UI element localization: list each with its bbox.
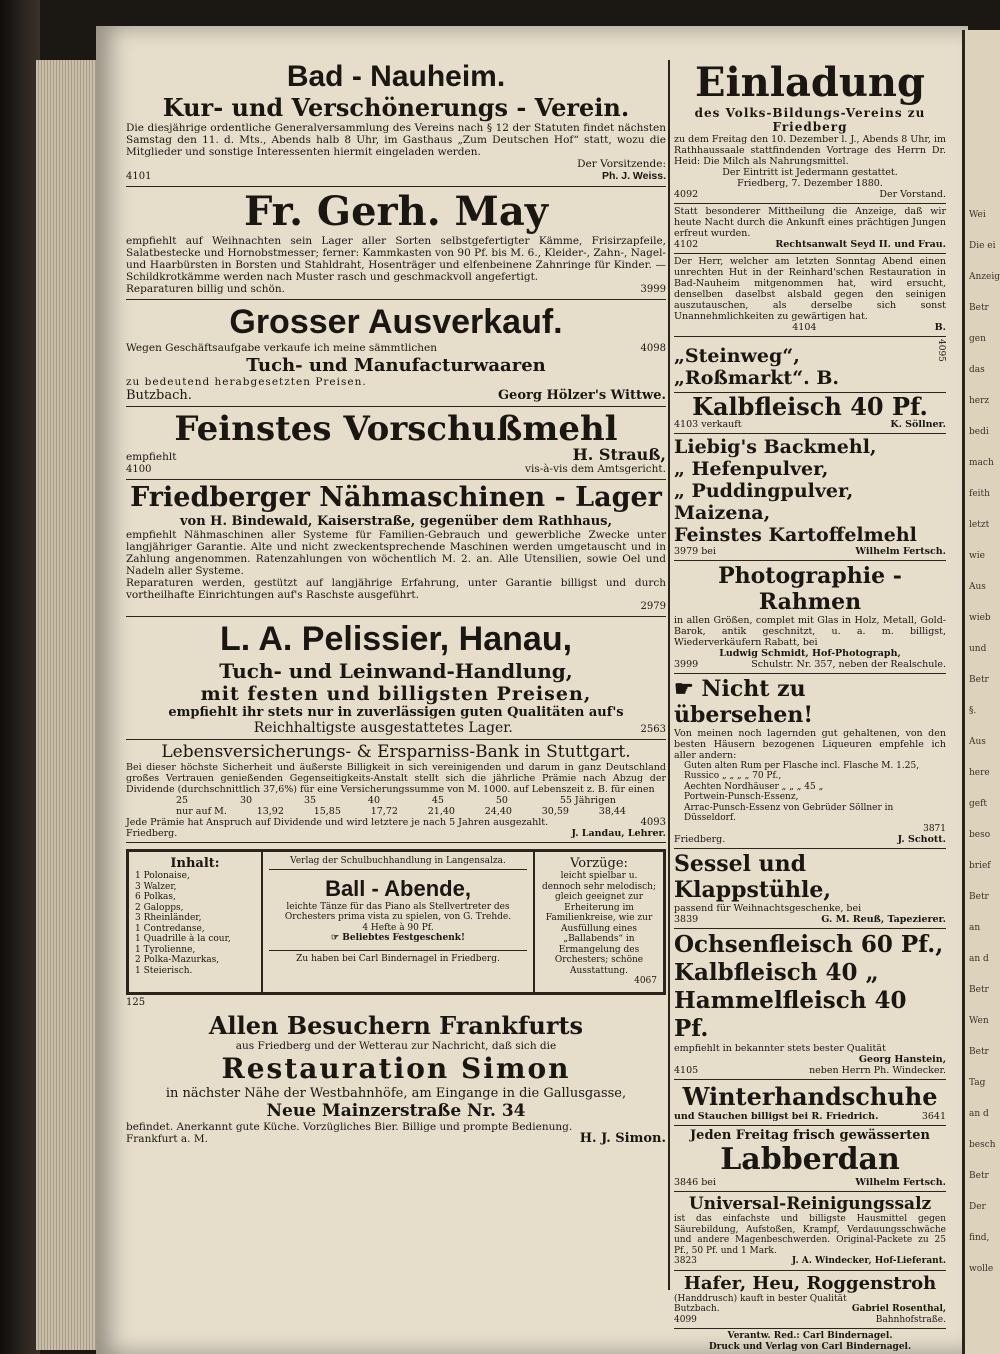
ad-number: 4103 bbox=[674, 418, 699, 430]
ad-title: Photographie - Rahmen bbox=[718, 562, 902, 615]
ad-einladung bbox=[674, 58, 946, 204]
ad-text: in allen Größen, complet mit Glas in Holz, Metall, Gold-Barok, antik geschnitzt, u. a. m. billigst, Wiederverkäufern Rabatt, bei bbox=[674, 614, 946, 648]
ad-line: mit festen und billigsten Preisen, bbox=[200, 683, 592, 705]
facing-page-word: Tag bbox=[969, 1078, 986, 1088]
ad-number: 4101 bbox=[126, 171, 152, 182]
ad-may bbox=[126, 187, 666, 300]
ad-hafer bbox=[674, 1271, 946, 1330]
facing-page-word: Aus bbox=[969, 582, 986, 592]
ad-line: Jeden Freitag frisch gewässerten bbox=[690, 1128, 930, 1144]
ad-mark: B. bbox=[934, 322, 946, 333]
ad-place: Butzbach. bbox=[674, 1304, 720, 1315]
facing-page-word: mach bbox=[969, 458, 994, 468]
premium-cell: 17,72 bbox=[370, 806, 398, 817]
ad-number: 3871 bbox=[923, 823, 946, 834]
ad-addr: neben Herrn Ph. Windecker. bbox=[809, 1065, 946, 1077]
ad-addr: Bahnhofstraße. bbox=[875, 1314, 946, 1325]
ad-number: 4099 bbox=[674, 1314, 697, 1325]
ad-text: empfiehlt auf Weihnachten sein Lager aller Sorten selbstgefertigter Kämme, Frisirzapfeile, Salatbestecke und Hornobstmesser; ferner: Kammkasten von 90 Pf. bis M. 6., Kleider-, Zahn-, Nagel- und Haarbürsten in Borsten und Stahldraht, Hosenträger und elfenbeinene Zahnringe für Kinder. — Schildkrotkämme werden nach Muster rasch und geschmackvoll angefertigt. bbox=[126, 235, 666, 283]
ad-subtitle: von H. Bindewald, Kaiserstraße, gegenüber dem Rathhaus, bbox=[179, 514, 613, 529]
ad-name: Restauration Simon bbox=[221, 1052, 571, 1085]
ad-signer: H. J. Simon. bbox=[579, 1131, 666, 1146]
ad-name: Georg Hanstein, bbox=[858, 1054, 946, 1066]
ad-place: Butzbach. bbox=[126, 388, 192, 403]
ad-number: 4092 bbox=[674, 189, 699, 200]
price-line: Ochsenfleisch 60 Pf., bbox=[674, 931, 944, 959]
facing-page-word: Betr bbox=[969, 1047, 989, 1057]
ad-reinigungssalz bbox=[674, 1192, 946, 1271]
ad-date: Friedberg, 7. Dezember 1880. bbox=[737, 178, 883, 189]
ad-simon bbox=[126, 1010, 666, 1148]
premium-cell: 30,59 bbox=[541, 806, 569, 817]
facing-page-word: das bbox=[969, 365, 985, 375]
ad-name: Gabriel Rosenthal, bbox=[851, 1304, 946, 1315]
ad-title: Sessel und Klappstühle, bbox=[674, 851, 832, 904]
ad-line: aus Friedberg und der Wetterau zur Nachricht, daß sich die bbox=[235, 1040, 557, 1052]
ad-left: bei bbox=[701, 1177, 716, 1189]
ad-signer: Wilhelm Fertsch. bbox=[855, 1177, 946, 1189]
ad-bank bbox=[126, 740, 666, 843]
pointing-hand-icon: ☞ bbox=[331, 933, 343, 943]
ad-number: 3839 bbox=[674, 914, 699, 926]
ad-winterhandschuhe bbox=[674, 1080, 946, 1126]
ad-nicht-uebersehen bbox=[674, 674, 946, 850]
facing-page-word: Die ei bbox=[969, 241, 996, 251]
ad-text: Der Herr, welcher am letzten Sonntag Abend einen unrechten Hut in der Reinhard'schen Restauration in Bad-Nauheim mitgenommen hat, wird ersucht, denselben daselbst alsbald gegen den seinigen auszutauschen, als derselbe sich sonst Unannehmlichkeiten zu gewärtigen hat. bbox=[674, 256, 946, 322]
ad-left: empfiehlt bbox=[126, 451, 177, 463]
ad-title: Allen Besuchern Frankfurts bbox=[208, 1011, 584, 1040]
ad-signer: Ph. J. Weiss. bbox=[602, 170, 666, 182]
inhalt-title: Inhalt: bbox=[170, 856, 220, 871]
ad-desc: leichte Tänze für das Piano als Stellvertreter des Orchesters prima vista zu spielen, von G. Trehde. bbox=[284, 901, 512, 922]
ad-text: Statt besonderer Mittheilung die Anzeige, daß wir heute Nacht durch die Ankunft eines prächtigen Jungen erfreut wurden. bbox=[674, 206, 946, 239]
product-item: „ Hefenpulver, bbox=[674, 457, 829, 480]
inhalt-item: 1 Steierisch. bbox=[135, 965, 193, 976]
ad-addr: Schulstr. Nr. 357, neben der Realschule. bbox=[751, 658, 946, 670]
premium-row bbox=[126, 806, 666, 817]
facing-page-word: Wen bbox=[969, 1016, 989, 1026]
ad-title: Lebensversicherungs- & Ersparniss-Bank in Stuttgart. bbox=[161, 742, 631, 762]
product-item: Liebig's Backmehl, bbox=[674, 435, 877, 458]
facing-page-word: wolle bbox=[969, 1264, 994, 1274]
ad-title: Feinstes Vorschußmehl bbox=[174, 409, 618, 449]
ad-text: empfiehlt in bekannter stets bester Qualität bbox=[674, 1043, 886, 1055]
liqueur-list bbox=[674, 761, 946, 824]
ad-number: 3846 bbox=[674, 1177, 699, 1189]
age-row bbox=[126, 795, 666, 806]
product-item: Feinstes Kartoffelmehl bbox=[674, 523, 917, 546]
facing-page-word: brief bbox=[969, 861, 991, 871]
ad-steinweg bbox=[674, 337, 946, 393]
ad-line: Tuch- und Manufacturwaaren bbox=[246, 355, 546, 376]
ad-text: ist das einfachste und billigste Hausmittel gegen Säurebildung, Aufstoßen, Krampf, Verdauungsschwäche und andere Magenbeschwerden. Original-Packete zu 25 Pf., 50 Pf. und 1 Mark. bbox=[674, 1214, 946, 1256]
ad-number: 4105 bbox=[674, 1065, 699, 1077]
ad-avail: Zu haben bei Carl Bindernagel in Friedberg. bbox=[269, 950, 527, 965]
ad-number: 4102 bbox=[674, 239, 699, 250]
facing-page-word: letzt bbox=[969, 520, 990, 530]
ad-subtitle: Kur- und Verschönerungs - Verein. bbox=[162, 93, 630, 122]
ad-text-2: Reparaturen werden, gestützt auf langjährige Erfahrung, unter Garantie billigst und durch vortheilhafte Einrichtungen auf's Raschste ausgeführt. bbox=[126, 577, 666, 601]
age-cell: 40 bbox=[367, 795, 380, 806]
ad-number: 3999 bbox=[640, 284, 666, 295]
inhalt-item: 2 Galopps, bbox=[135, 902, 184, 913]
imprint-editor: Verantw. Red.: Carl Bindernagel. bbox=[727, 1331, 893, 1342]
liqueur-item: Russico „ „ „ „ 70 Pf., bbox=[684, 771, 782, 782]
ad-place: Friedberg. bbox=[126, 828, 178, 839]
product-list bbox=[674, 436, 946, 546]
ad-title: Nicht zu übersehen! bbox=[674, 675, 813, 728]
price-list bbox=[674, 931, 946, 1043]
ad-text: Bei dieser höchste Sicherheit und äußerste Billigkeit in sich vereinigenden und darum in ganz Deutschland großes Vertrauen genießenden Gegenseitigkeits-Anstalt stellt sich die jährliche Prämie nach Abzug der Dividende (durchschnittlich 37,6%) für eine Versicherungssumme von M. 1000. auf Lebenszeit z. B. für einen bbox=[126, 762, 666, 795]
facing-page-word: here bbox=[969, 768, 990, 778]
ad-fleisch bbox=[674, 929, 946, 1080]
premium-cell: 15,85 bbox=[313, 806, 341, 817]
premium-prefix: nur auf M. bbox=[176, 806, 227, 817]
ad-left: verkauft bbox=[701, 418, 742, 430]
ad-signer: Rechtsanwalt Seyd II. und Frau. bbox=[775, 239, 946, 250]
ad-title: Winterhandschuhe bbox=[682, 1082, 938, 1112]
ad-text: empfiehlt Nähmaschinen aller Systeme für Familien-Gebrauch und gewerbliche Zwecke unter langjähriger Garantie. Alte und nicht zweckentsprechende Maschinen werden umgetauscht und in Zahlung angenommen. Ratenzahlungen von wöchentlich M. 2. an. Alle Utensilien, sowie Oel und Nadeln aller Systeme. bbox=[126, 529, 666, 577]
inhalt-item: 3 Rheinländer, bbox=[135, 913, 202, 923]
ad-text: Die diesjährige ordentliche Generalversammlung des Vereins nach § 12 der Statuten findet nächsten Samstag den 11. d. Mts., Abends halb 8 Uhr, im Gasthaus „Zum Deutschen Hof“ statt, wozu die Mitglieder und sonstige Interessenten hiermit eingeladen werden. bbox=[126, 122, 666, 158]
ad-naehmaschinen bbox=[126, 480, 666, 617]
ad-footer: Reparaturen billig und schön. bbox=[126, 283, 285, 295]
price-line: Hammelfleisch 40 Pf. bbox=[674, 987, 907, 1043]
ad-title: Ball - Abende, bbox=[325, 875, 471, 901]
ad-text: (Handdrusch) kauft in bester Qualität bbox=[674, 1293, 847, 1304]
ad-hut bbox=[674, 254, 946, 337]
facing-page-word: an d bbox=[969, 954, 989, 964]
inhalt-item: 2 Polka-Mazurkas, bbox=[135, 955, 220, 965]
ad-gift: ☞ Beliebtes Festgeschenk! bbox=[331, 933, 465, 943]
facing-page-word: §. bbox=[969, 706, 977, 716]
ad-place: Friedberg. bbox=[674, 834, 726, 846]
ballabende-center bbox=[263, 852, 535, 992]
inhalt-item: 1 Quadrille à la cour, bbox=[135, 934, 231, 944]
facing-page-word: gen bbox=[969, 334, 986, 344]
facing-page-word: feith bbox=[969, 489, 990, 499]
ad-line: Reichhaltigste ausgestattetes Lager. bbox=[253, 720, 513, 736]
column-rule bbox=[668, 60, 670, 1290]
ad-signer: Wilhelm Fertsch. bbox=[855, 545, 946, 557]
ad-price: 4 Hefte à 90 Pf. bbox=[362, 922, 434, 933]
ad-title: Labberdan bbox=[720, 1142, 900, 1178]
ad-title: „Steinweg“, „Roßmarkt“. B. bbox=[674, 344, 840, 389]
ad-place: Frankfurt a. M. bbox=[126, 1133, 208, 1145]
ad-signer: Georg Hölzer's Wittwe. bbox=[497, 388, 666, 403]
ad-number: 3823 bbox=[674, 1256, 697, 1267]
ad-line: zu bedeutend herabgesetzten Preisen. bbox=[126, 376, 367, 388]
age-cell: 35 bbox=[303, 795, 317, 806]
ad-line: in nächster Nähe der Westbahnhöfe, am Eingange in die Gallusgasse, bbox=[165, 1086, 627, 1101]
inhalt-panel bbox=[129, 852, 263, 992]
page-number: 125 bbox=[126, 997, 146, 1008]
premium-cell: 13,92 bbox=[256, 806, 284, 817]
facing-page-word: find, bbox=[969, 1233, 990, 1243]
facing-page-word: Der bbox=[969, 1202, 986, 1212]
facing-page-word: Aus bbox=[969, 737, 986, 747]
ad-number: 2979 bbox=[640, 601, 666, 612]
inhalt-list bbox=[135, 871, 255, 976]
ad-number: 4095 bbox=[936, 339, 946, 362]
ad-signer: H. Strauß, bbox=[572, 445, 666, 464]
ad-signer: K. Söllner. bbox=[890, 418, 946, 430]
ad-number: 3641 bbox=[921, 1111, 946, 1123]
ad-text: zu dem Freitag den 10. Dezember l. J., Abends 8 Uhr, im Rathhaussaale stattfindenden Vortrage des Herrn Dr. Heid: Die Milch als Nahrungsmittel. bbox=[674, 134, 946, 167]
ad-number: 4093 bbox=[640, 817, 666, 828]
product-item: „ Puddingpulver, bbox=[674, 479, 854, 502]
ad-role: Der Vorsitzende: bbox=[577, 158, 666, 170]
ad-sessel bbox=[674, 849, 946, 929]
ad-title: Grosser Ausverkauf. bbox=[229, 303, 563, 341]
facing-page-word: Betr bbox=[969, 892, 989, 902]
ad-signer: G. M. Reuß, Tapezierer. bbox=[821, 914, 946, 926]
ad-line: Tuch- und Leinwand-Handlung, bbox=[219, 659, 573, 683]
ad-bad-nauheim bbox=[126, 58, 666, 187]
vorzuege-title: Vorzüge: bbox=[570, 856, 628, 871]
ad-title: L. A. Pelissier, Hanau, bbox=[219, 620, 573, 658]
ad-text: passend für Weihnachtsgeschenke, bei bbox=[674, 903, 862, 915]
ad-title: Hafer, Heu, Roggenstroh bbox=[683, 1272, 937, 1294]
ad-line: Jede Prämie hat Anspruch auf Dividende und wird letztere je nach 5 Jahren ausgezahlt. bbox=[126, 817, 549, 828]
liqueur-item: Guten alten Rum per Flasche incl. Flasche M. 1.25, bbox=[684, 760, 920, 771]
inhalt-item: 1 Tyrolienne, bbox=[135, 944, 196, 955]
facing-page-word: an bbox=[969, 923, 981, 933]
age-cell: 25 bbox=[176, 795, 189, 806]
premium-cell: 21,40 bbox=[427, 806, 455, 817]
facing-page-word: an d bbox=[969, 1109, 989, 1119]
left-column bbox=[126, 58, 666, 1148]
ad-number: 3999 bbox=[674, 658, 699, 670]
vorzuege-panel bbox=[535, 852, 663, 992]
price-line: Kalbfleisch 40 „ bbox=[674, 959, 879, 987]
facing-page-word: Betr bbox=[969, 1171, 989, 1181]
ad-signer: J. A. Windecker, Hof-Lieferant. bbox=[791, 1256, 946, 1267]
inhalt-item: 6 Polkas, bbox=[135, 892, 176, 902]
book-spine bbox=[0, 0, 40, 1354]
ad-number: 4104 bbox=[792, 322, 817, 333]
liqueur-item: Portwein-Punsch-Essenz, bbox=[684, 792, 799, 803]
age-cell: 55 Jährigen bbox=[559, 795, 616, 806]
liqueur-item: Arrac-Punsch-Essenz von Gebrüder Söllner in Düsseldorf. bbox=[684, 802, 894, 824]
ad-ausverkauf bbox=[126, 300, 666, 407]
ad-name: Ludwig Schmidt, Hof-Photograph, bbox=[719, 647, 901, 659]
ad-number: 2563 bbox=[640, 724, 666, 735]
ad-liebig bbox=[674, 434, 946, 561]
facing-page-word: Betr bbox=[969, 675, 989, 685]
ad-labberdan bbox=[674, 1126, 946, 1192]
ad-photo bbox=[674, 561, 946, 674]
ad-line: Der Eintritt ist Jedermann gestattet. bbox=[722, 167, 898, 178]
age-cell: 50 bbox=[495, 795, 508, 806]
ad-number: 4100 bbox=[126, 464, 152, 475]
ad-title: Friedberger Nähmaschinen - Lager bbox=[130, 482, 662, 513]
pointing-hand-icon: ☛ bbox=[674, 675, 702, 702]
facing-page-word: besch bbox=[969, 1140, 996, 1150]
right-column bbox=[674, 58, 946, 1352]
liqueur-item: Aechten Nordhäuser „ „ „ 45 „ bbox=[684, 781, 824, 792]
product-item: Maizena, bbox=[674, 501, 771, 524]
inhalt-item: 3 Walzer, bbox=[135, 881, 177, 892]
ad-ballabende bbox=[126, 849, 666, 995]
ad-title: Fr. Gerh. May bbox=[243, 188, 548, 235]
ad-signer: J. Schott. bbox=[897, 834, 946, 846]
ad-title: Universal-Reinigungssalz bbox=[688, 1194, 932, 1215]
ad-strauss bbox=[126, 407, 666, 480]
facing-page-word: und bbox=[969, 644, 987, 654]
facing-page-word: bedi bbox=[969, 427, 989, 437]
inhalt-item: 1 Contredanse, bbox=[135, 923, 205, 934]
ad-number: 4067 bbox=[634, 976, 657, 986]
ad-text: Von meinen noch lagernden gut gehaltenen, von den besten Häusern bezogenen Liqueuren empfehle ich aller andern: bbox=[674, 727, 946, 761]
ad-line: empfiehlt ihr stets nur in zuverlässigen guten Qualitäten auf's bbox=[168, 705, 624, 720]
facing-page-word: Wei bbox=[969, 210, 986, 220]
age-cell: 30 bbox=[239, 795, 253, 806]
ad-addr: vis-à-vis dem Amtsgericht. bbox=[525, 463, 666, 475]
age-cell: 45 bbox=[431, 795, 444, 806]
ad-signer: Der Vorstand. bbox=[879, 189, 946, 200]
ad-line: Wegen Geschäftsaufgabe verkaufe ich meine sämmtlichen bbox=[126, 342, 438, 354]
ad-left: bei bbox=[701, 545, 716, 557]
ad-line: befindet. Anerkannt gute Küche. Vorzügliches Bier. Billige und prompte Bedienung. bbox=[126, 1121, 573, 1133]
ad-line: des Volks-Bildungs-Vereins zu Friedberg bbox=[694, 106, 926, 134]
ad-pelissier bbox=[126, 617, 666, 740]
facing-page-word: geft bbox=[969, 799, 988, 809]
premium-cell: 38,44 bbox=[598, 806, 626, 817]
premium-cell: 24,40 bbox=[484, 806, 512, 817]
ad-number: 4098 bbox=[640, 343, 666, 354]
ad-title: Kalbfleisch 40 Pf. bbox=[692, 391, 928, 421]
publisher: Verlag der Schulbuchhandlung in Langensalza. bbox=[269, 856, 527, 870]
imprint-publisher: Druck und Verlag von Carl Bindernagel. bbox=[708, 1341, 912, 1352]
inhalt-item: 1 Polonaise, bbox=[135, 871, 190, 881]
facing-page-fragment bbox=[962, 30, 1000, 1354]
ad-line: und Stauchen billigst bei R. Friedrich. bbox=[674, 1111, 879, 1123]
ad-title: Bad - Nauheim. bbox=[286, 60, 506, 93]
facing-page-word: beso bbox=[969, 830, 991, 840]
ad-title: Einladung bbox=[695, 59, 925, 106]
facing-page-word: wieb bbox=[969, 613, 991, 623]
ad-signer: J. Landau, Lehrer. bbox=[571, 828, 666, 839]
facing-page-word: Betr bbox=[969, 303, 989, 313]
ad-street: Neue Mainzerstraße Nr. 34 bbox=[266, 1101, 526, 1121]
facing-page-word: Anzeig bbox=[969, 272, 1000, 282]
vorzuege-text: leicht spielbar u. dennoch sehr melodisch; gleich geeignet zur Erheiterung im Familienkreise, wie zur Ausfüllung eines „Ballabends“ in Ermangelung des Orchesters; schöne Ausstattung. bbox=[542, 871, 656, 976]
facing-page-word: Betr bbox=[969, 985, 989, 995]
facing-page-word: herz bbox=[969, 396, 990, 406]
ad-number: 3979 bbox=[674, 545, 699, 557]
ad-kalbfleisch bbox=[674, 393, 946, 434]
facing-page-word: wie bbox=[969, 551, 985, 561]
ad-geburt bbox=[674, 204, 946, 254]
